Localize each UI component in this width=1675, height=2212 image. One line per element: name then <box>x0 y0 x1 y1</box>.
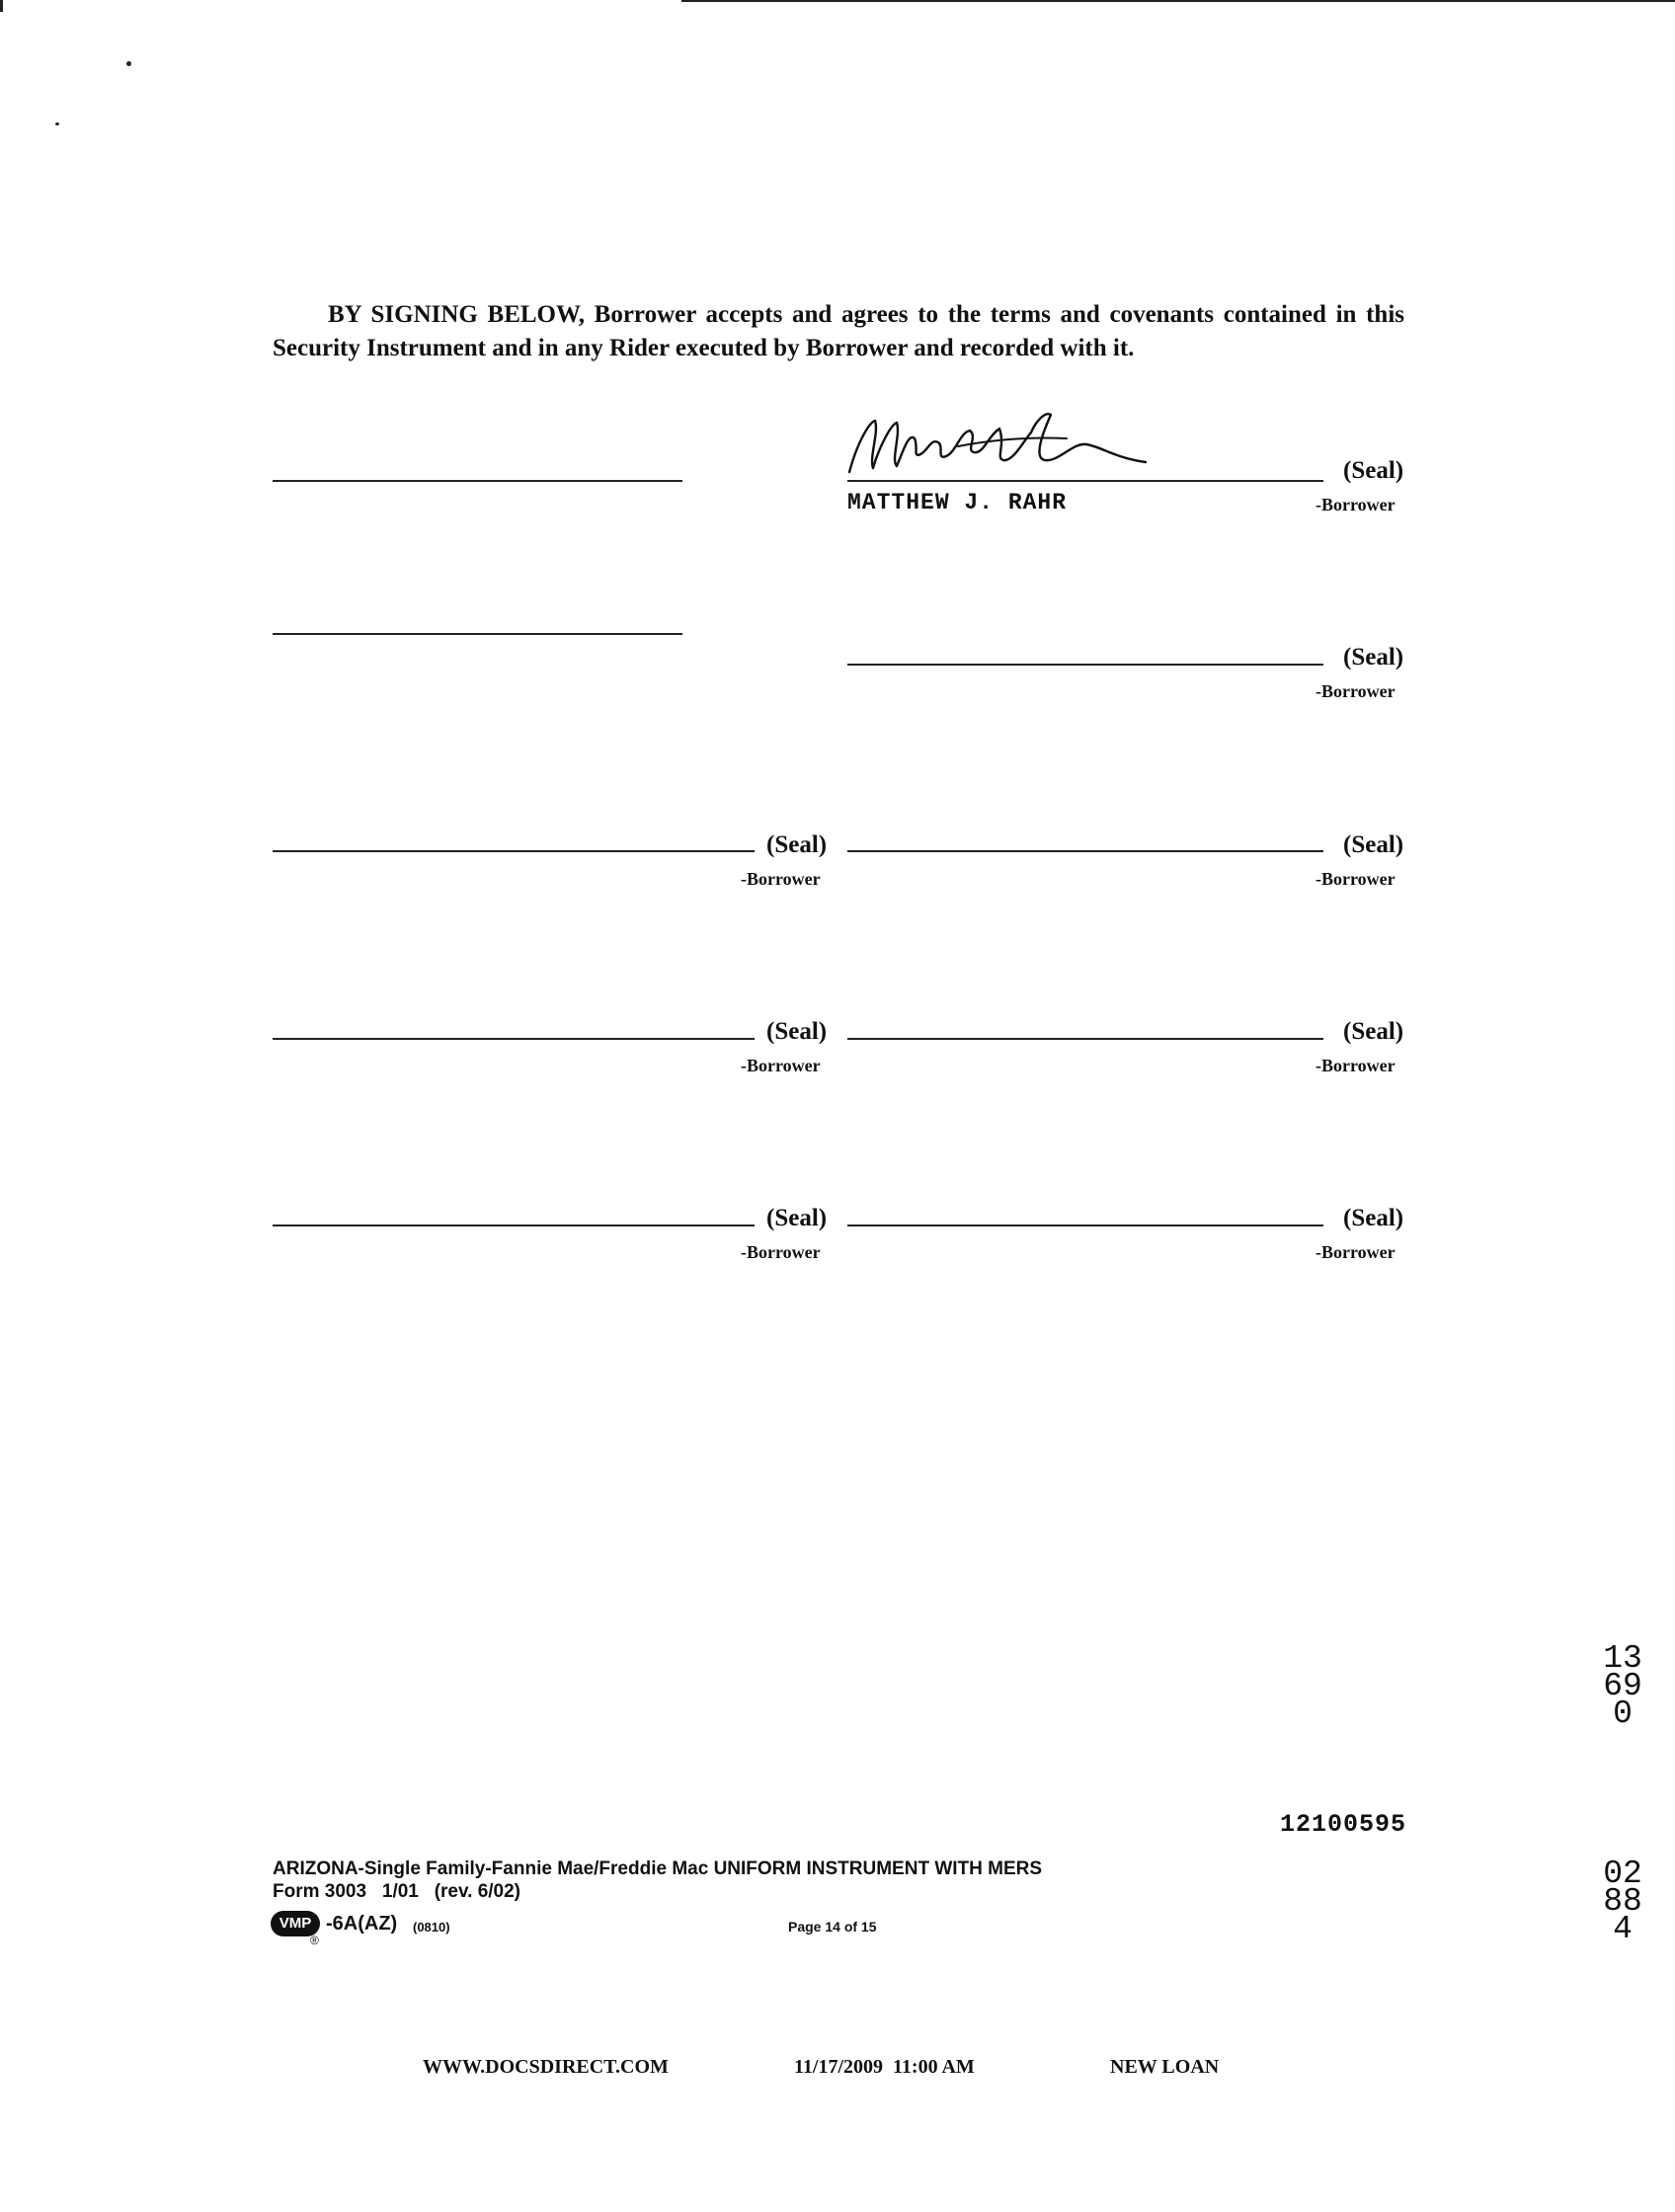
form-code-date: (0810) <box>413 1920 450 1935</box>
borrower-label-4-right: -Borrower <box>1316 1056 1396 1075</box>
scan-edge-mark <box>0 0 3 12</box>
signature-line-4-right <box>847 1038 1323 1040</box>
page-number: Page 14 of 15 <box>788 1919 877 1935</box>
seal-label-1: (Seal) <box>1343 457 1404 484</box>
signature-line-2 <box>847 664 1323 666</box>
vmp-logo: VMP <box>271 1911 320 1936</box>
scan-speck <box>126 61 131 66</box>
form-title: ARIZONA-Single Family-Fannie Mae/Freddie Mac UNIFORM INSTRUMENT WITH MERS <box>273 1858 1043 1879</box>
scan-edge-line <box>681 0 1675 2</box>
signature-line-5-right <box>847 1224 1323 1226</box>
form-code: -6A(AZ) <box>326 1913 398 1935</box>
borrower-label-3-right: -Borrower <box>1316 869 1396 889</box>
seal-label-3-left: (Seal) <box>766 831 828 858</box>
seal-label-5-left: (Seal) <box>766 1205 828 1231</box>
borrower-label-4-left: -Borrower <box>741 1056 821 1075</box>
acceptance-paragraph <box>273 298 1404 365</box>
signer-name: MATTHEW J. RAHR <box>847 490 1068 515</box>
seal-label-4-right: (Seal) <box>1343 1018 1404 1045</box>
form-number: Form 3003 1/01 (rev. 6/02) <box>273 1881 521 1902</box>
seal-label-5-right: (Seal) <box>1343 1205 1404 1231</box>
signature-line-5-left <box>273 1224 755 1226</box>
acceptance-lead: BY SIGNING BELOW, <box>328 301 585 328</box>
borrower-label-1: -Borrower <box>1316 495 1396 514</box>
borrower-label-2: -Borrower <box>1316 681 1396 701</box>
seal-label-3-right: (Seal) <box>1343 831 1404 858</box>
footer-label: NEW LOAN <box>1110 2056 1220 2078</box>
borrower-label-3-left: -Borrower <box>741 869 821 889</box>
witness-line-1 <box>273 480 682 482</box>
seal-label-2: (Seal) <box>1343 644 1404 671</box>
registered-mark: ® <box>310 1934 319 1947</box>
signature-line-1 <box>847 480 1323 482</box>
borrower-label-5-left: -Borrower <box>741 1242 821 1262</box>
footer-website: WWW.DOCSDIRECT.COM <box>423 2056 669 2078</box>
recording-stamp-line-2: 02884 <box>1603 1856 1642 1947</box>
recording-stamp-line-1: 13690 <box>1603 1640 1642 1732</box>
recording-stamp <box>1600 1590 1645 1971</box>
loan-number: 12100595 <box>1280 1810 1407 1839</box>
signature-line-3-right <box>847 850 1323 852</box>
borrower-label-5-right: -Borrower <box>1316 1242 1396 1262</box>
witness-line-2 <box>273 633 682 635</box>
signature-line-4-left <box>273 1038 755 1040</box>
seal-label-4-left: (Seal) <box>766 1018 828 1045</box>
signature-line-3-left <box>273 850 755 852</box>
acceptance-body: Borrower accepts and agrees to the terms and covenants contained in this Security Instrument and in any Rider executed by Borrower and recorded with it. <box>273 301 1405 361</box>
scan-speck <box>55 122 59 125</box>
borrower-signature <box>839 403 1165 482</box>
footer-datetime: 11/17/2009 11:00 AM <box>794 2056 975 2078</box>
